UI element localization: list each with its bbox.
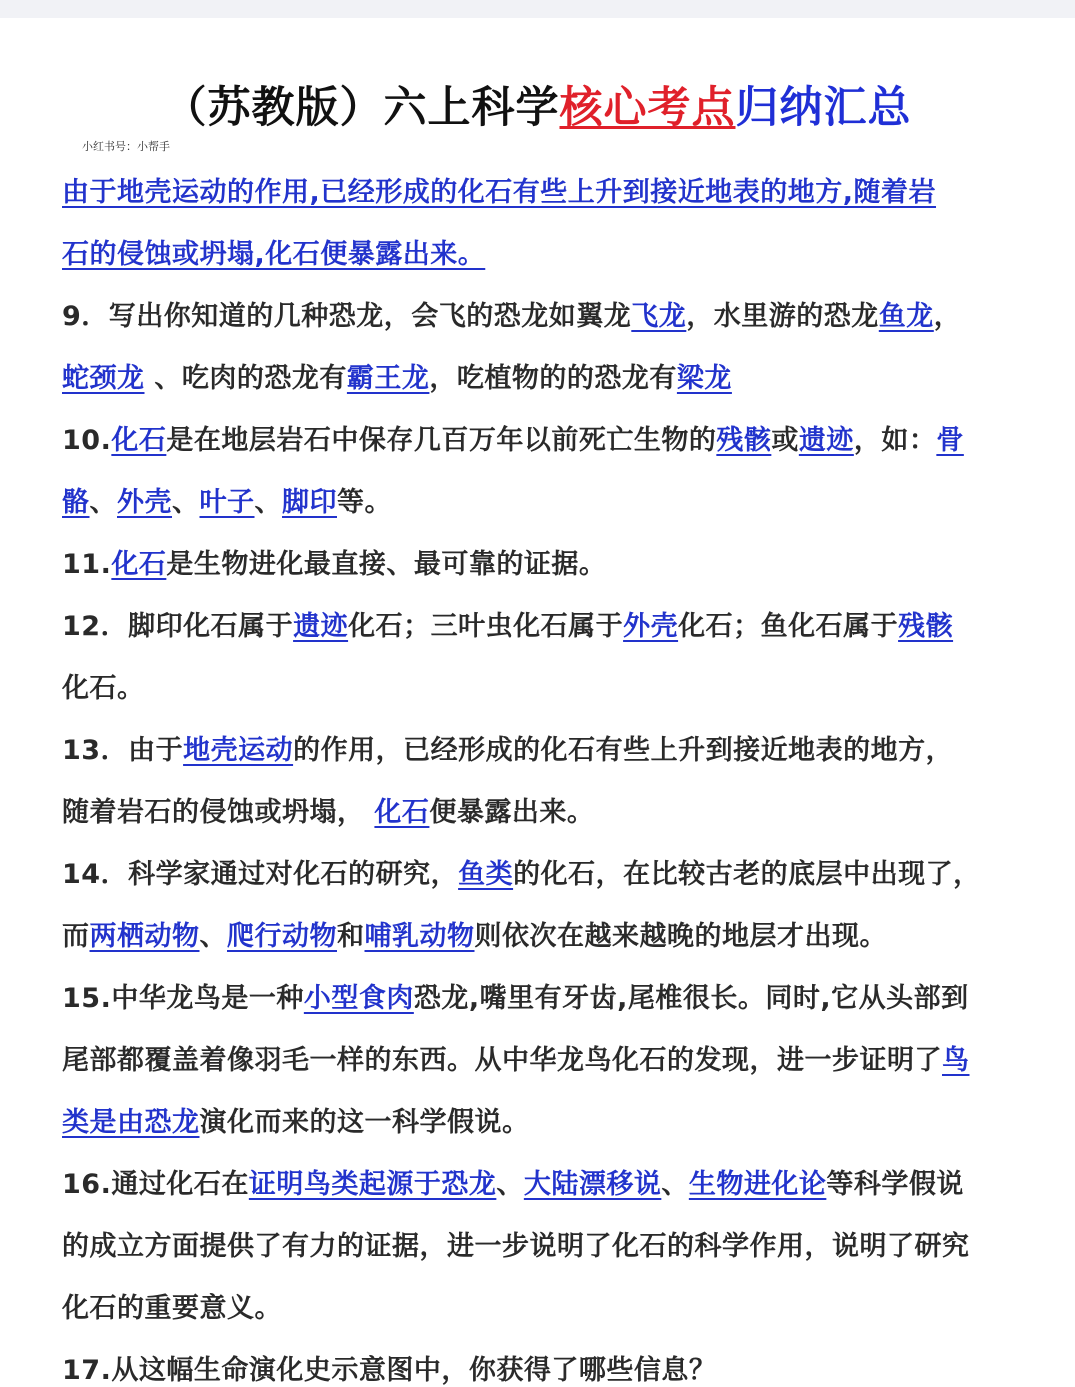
- text-segment: 、: [661, 1169, 689, 1200]
- keyword-highlight: 叶子: [199, 487, 255, 518]
- text-segment: 便暴露出来。: [429, 797, 595, 828]
- text-segment: 、吃肉的恐龙有: [144, 363, 347, 394]
- text-segment: 化石的重要意义。: [62, 1293, 282, 1324]
- text-segment: 和: [337, 921, 365, 952]
- text-line: [62, 1038, 970, 1077]
- text-segment: ，如：: [853, 425, 937, 456]
- keyword-highlight: 骼: [62, 487, 90, 518]
- text-segment: 化石；三叶虫化石属于: [348, 611, 624, 642]
- text-segment: 、: [89, 487, 117, 518]
- text-line: [62, 604, 953, 643]
- keyword-highlight: 残骸: [898, 611, 954, 642]
- keyword-highlight: 鱼类: [458, 859, 514, 890]
- keyword-highlight: 残骸: [716, 425, 772, 456]
- keyword-highlight: 化石: [111, 549, 167, 580]
- text-segment: 等。: [337, 487, 392, 518]
- text-segment: ，: [933, 301, 962, 332]
- keyword-highlight: 外壳: [623, 611, 679, 642]
- title-part1: （苏教版）六上科学: [163, 83, 560, 133]
- keyword-highlight: 由于地壳运动的作用,已经形成的化石有些上升到接近地表的地方,随着岩: [62, 177, 937, 208]
- text-segment: 11.: [62, 549, 112, 580]
- keyword-highlight: 梁龙: [676, 363, 732, 394]
- text-line: [62, 232, 485, 271]
- text-line: [62, 914, 887, 953]
- keyword-highlight: 遗迹: [798, 425, 854, 456]
- text-segment: 是生物进化最直接、最可靠的证据。: [166, 549, 607, 580]
- keyword-highlight: 霸王龙: [346, 363, 430, 394]
- text-segment: 、: [199, 921, 227, 952]
- text-segment: 14．科学家通过对化石的研究，: [62, 859, 459, 890]
- text-segment: 17.从这幅生命演化史示意图中，你获得了哪些信息？: [62, 1355, 717, 1386]
- text-segment: 随着岩石的侵蚀或坍塌，: [62, 797, 375, 828]
- text-segment: 、: [496, 1169, 524, 1200]
- text-segment: 9．写出你知道的几种恐龙，会飞的恐龙如翼龙: [62, 301, 632, 332]
- keyword-highlight: 鸟: [942, 1045, 970, 1076]
- keyword-highlight: 飞龙: [631, 301, 687, 332]
- text-segment: 、: [172, 487, 200, 518]
- text-segment: 化石。: [62, 673, 145, 704]
- source-label: 小红书号：小帮手: [82, 140, 170, 153]
- page-title: [0, 74, 1075, 135]
- text-line: [62, 852, 981, 891]
- text-segment: 而: [62, 921, 90, 952]
- text-segment: 16.通过化石在: [62, 1169, 249, 1200]
- text-segment: ，吃植物的的恐龙有: [429, 363, 677, 394]
- text-segment: 15.中华龙鸟是一种: [62, 983, 304, 1014]
- keyword-highlight: 证明鸟类起源于恐龙: [248, 1169, 497, 1200]
- keyword-highlight: 蛇颈龙: [62, 363, 145, 394]
- text-segment: 的成立方面提供了有力的证据，进一步说明了化石的科学作用，说明了研究: [62, 1231, 970, 1262]
- text-line: [62, 1100, 530, 1139]
- keyword-highlight: 遗迹: [293, 611, 349, 642]
- keyword-highlight: 脚印: [282, 487, 337, 518]
- keyword-highlight: 生物进化论: [688, 1169, 827, 1200]
- keyword-highlight: 大陆漂移说: [523, 1169, 662, 1200]
- title-highlight-blue: 归纳汇总: [735, 83, 912, 133]
- text-line: [62, 170, 936, 209]
- text-segment: 是在地层岩石中保存几百万年以前死亡生物的: [166, 425, 717, 456]
- keyword-highlight: 石的侵蚀或坍塌,化石便暴露出来。: [62, 239, 486, 270]
- text-line: [62, 1348, 716, 1387]
- text-segment: 等科学假说: [826, 1169, 964, 1200]
- text-line: [62, 728, 953, 767]
- title-highlight-red: 核心考点: [559, 83, 736, 133]
- keyword-highlight: 化石: [111, 425, 167, 456]
- text-line: [62, 480, 392, 519]
- text-line: [62, 1224, 970, 1263]
- text-line: [62, 666, 145, 705]
- text-line: [62, 976, 969, 1015]
- keyword-highlight: 哺乳动物: [364, 921, 475, 952]
- top-bar: [0, 0, 1075, 18]
- keyword-highlight: 化石: [374, 797, 430, 828]
- text-line: [62, 294, 961, 333]
- text-segment: 12．脚印化石属于: [62, 611, 294, 642]
- keyword-highlight: 外壳: [117, 487, 172, 518]
- keyword-highlight: 爬行动物: [227, 921, 337, 952]
- text-segment: 恐龙,嘴里有牙齿,尾椎很长。同时,它从头部到: [413, 983, 969, 1014]
- keyword-highlight: 类是由恐龙: [62, 1107, 200, 1138]
- text-segment: 则依次在越来越晚的地层才出现。: [474, 921, 887, 952]
- text-line: [62, 356, 732, 395]
- keyword-highlight: 两栖动物: [89, 921, 200, 952]
- text-segment: 或: [771, 425, 799, 456]
- text-line: [62, 790, 594, 829]
- text-segment: 的作用，已经形成的化石有些上升到接近地表的地方，: [293, 735, 954, 766]
- text-segment: 、: [254, 487, 282, 518]
- text-segment: 10.: [62, 425, 112, 456]
- text-segment: 演化而来的这一科学假说。: [199, 1107, 530, 1138]
- text-segment: 13．由于: [62, 735, 184, 766]
- text-line: [62, 418, 964, 457]
- text-segment: ，水里游的恐龙: [686, 301, 879, 332]
- text-line: [62, 542, 606, 581]
- keyword-highlight: 地壳运动: [183, 735, 294, 766]
- keyword-highlight: 骨: [936, 425, 964, 456]
- text-segment: 的化石，在比较古老的底层中出现了，: [513, 859, 981, 890]
- text-line: [62, 1286, 282, 1325]
- text-segment: 尾部都覆盖着像羽毛一样的东西。从中华龙鸟化石的发现，进一步证明了: [62, 1045, 942, 1076]
- text-line: [62, 1162, 964, 1201]
- keyword-highlight: 小型食肉: [303, 983, 414, 1014]
- text-segment: 化石；鱼化石属于: [678, 611, 899, 642]
- keyword-highlight: 鱼龙: [878, 301, 934, 332]
